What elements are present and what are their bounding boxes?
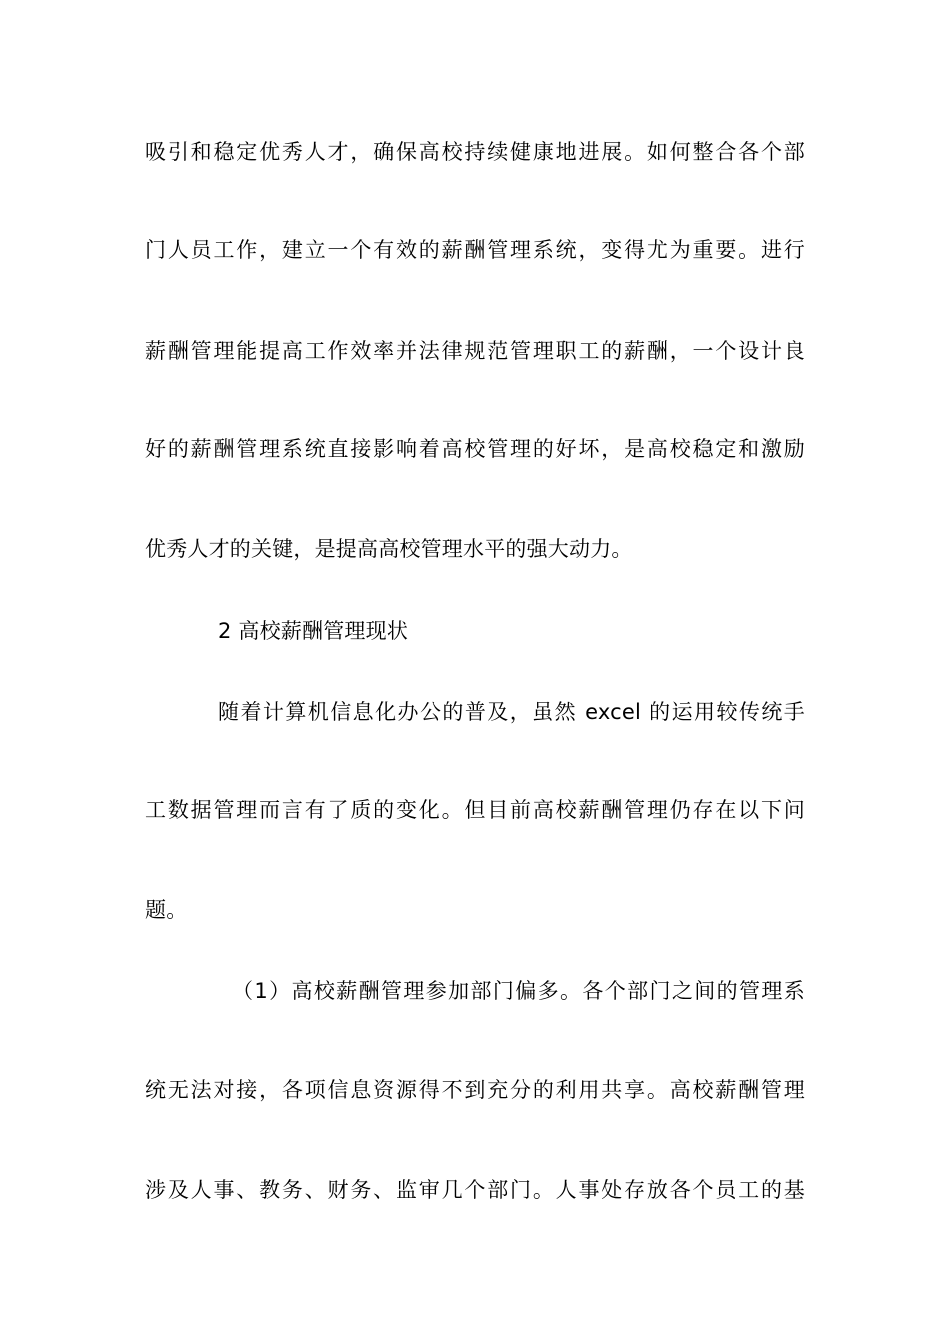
paragraph-line: 工数据管理而言有了质的变化。但目前高校薪酬管理仍存在以下问 (145, 798, 805, 822)
paragraph-line: （1）高校薪酬管理参加部门偏多。各个部门之间的管理系 (232, 979, 805, 1003)
paragraph-line: 门人员工作，建立一个有效的薪酬管理系统，变得尤为重要。进行 (145, 238, 805, 262)
paragraph-line: 随着计算机信息化办公的普及，虽然 excel 的运用较传统手 (218, 700, 805, 724)
paragraph-line: 优秀人才的关键，是提高高校管理水平的强大动力。 (145, 537, 633, 561)
section-heading: 2 高校薪酬管理现状 (218, 619, 409, 643)
paragraph-line: 吸引和稳定优秀人才，确保高校持续健康地进展。如何整合各个部 (145, 140, 805, 164)
paragraph-line: 好的薪酬管理系统直接影响着高校管理的好坏，是高校稳定和激励 (145, 437, 805, 461)
paragraph-line: 题。 (145, 898, 188, 922)
paragraph-line: 统无法对接，各项信息资源得不到充分的利用共享。高校薪酬管理 (145, 1078, 805, 1102)
paragraph-line: 薪酬管理能提高工作效率并法律规范管理职工的薪酬，一个设计良 (145, 339, 805, 363)
paragraph-line: 涉及人事、教务、财务、监审几个部门。人事处存放各个员工的基 (145, 1178, 805, 1202)
